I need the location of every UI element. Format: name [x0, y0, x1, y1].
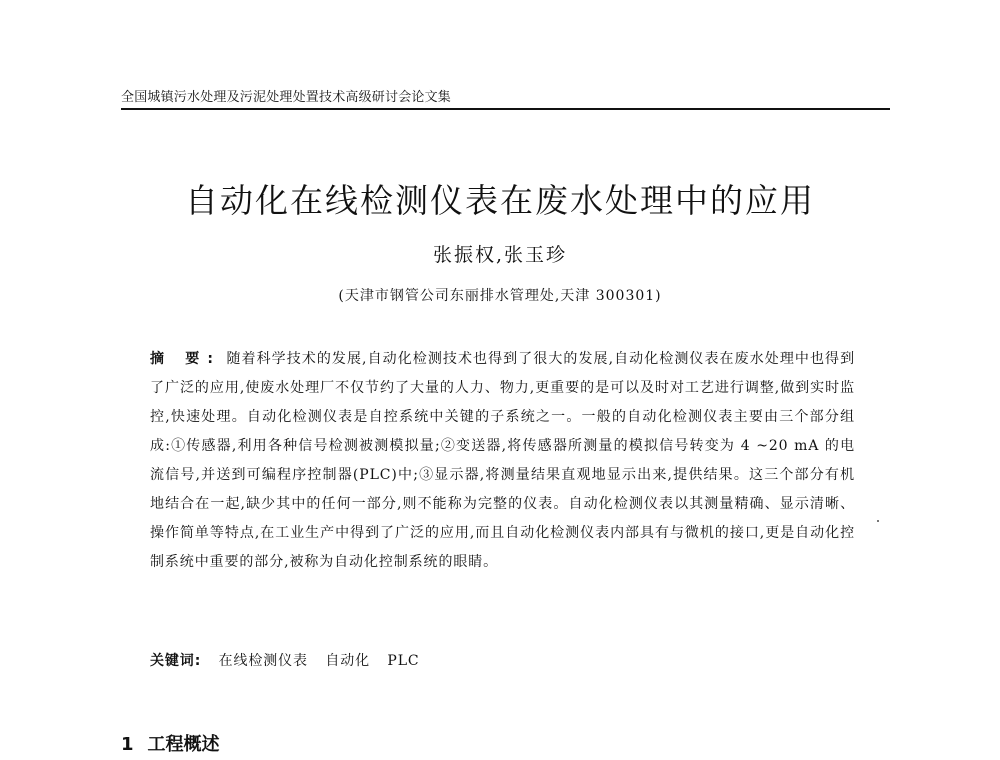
- keyword-item: 自动化: [325, 653, 371, 669]
- paper-title: 自动化在线检测仪表在废水处理中的应用: [185, 181, 815, 220]
- section-title: 工程概述: [147, 734, 220, 755]
- abstract: [150, 345, 855, 577]
- affiliation: (天津市钢管公司东丽排水管理处,天津 300301): [338, 288, 662, 304]
- keyword-item: 在线检测仪表: [218, 653, 308, 669]
- running-header: 全国城镇污水处理及污泥处理处置技术高级研讨会论文集: [121, 90, 452, 105]
- keywords-label: 关键词:: [150, 653, 202, 669]
- section-number: 1: [121, 734, 134, 755]
- header-rule: [121, 108, 890, 110]
- section-heading: [121, 730, 220, 756]
- abstract-text: 随着科学技术的发展,自动化检测技术也得到了很大的发展,自动化检测仪表在废水处理中也得到了广泛的应用,使废水处理厂不仅节约了大量的人力、物力,更重要的是可以及时对工艺进行调整,做到实时监控,快速处理。自动化检测仪表是自控系统中关键的子系统之一。一般的自动化检测仪表主要由三个部分组成:①传感器,利用各种信号检测被测模拟量;②变送器,将传感器所测量的模拟信号转变为 4 ~20 mA 的电流信号,并送到可编程序控制器(PLC)中;③显示器,将测量结果直观地显示出来,提供结果。这三个部分有机地结合在一起,缺少其中的任何一部分,则不能称为完整的仪表。自动化检测仪表以其测量精确、显示清晰、操作简单等特点,在工业生产中得到了广泛的应用,而且自动化检测仪表内部具有与微机的接口,更是自动化控制系统中重要的部分,被称为自动化控制系统的眼睛。: [150, 351, 855, 570]
- authors: 张振权,张玉珍: [432, 244, 568, 266]
- keyword-item: PLC: [387, 653, 420, 669]
- keywords: [150, 650, 420, 670]
- abstract-label: 摘 要:: [150, 351, 221, 367]
- scan-artifact: [877, 520, 879, 522]
